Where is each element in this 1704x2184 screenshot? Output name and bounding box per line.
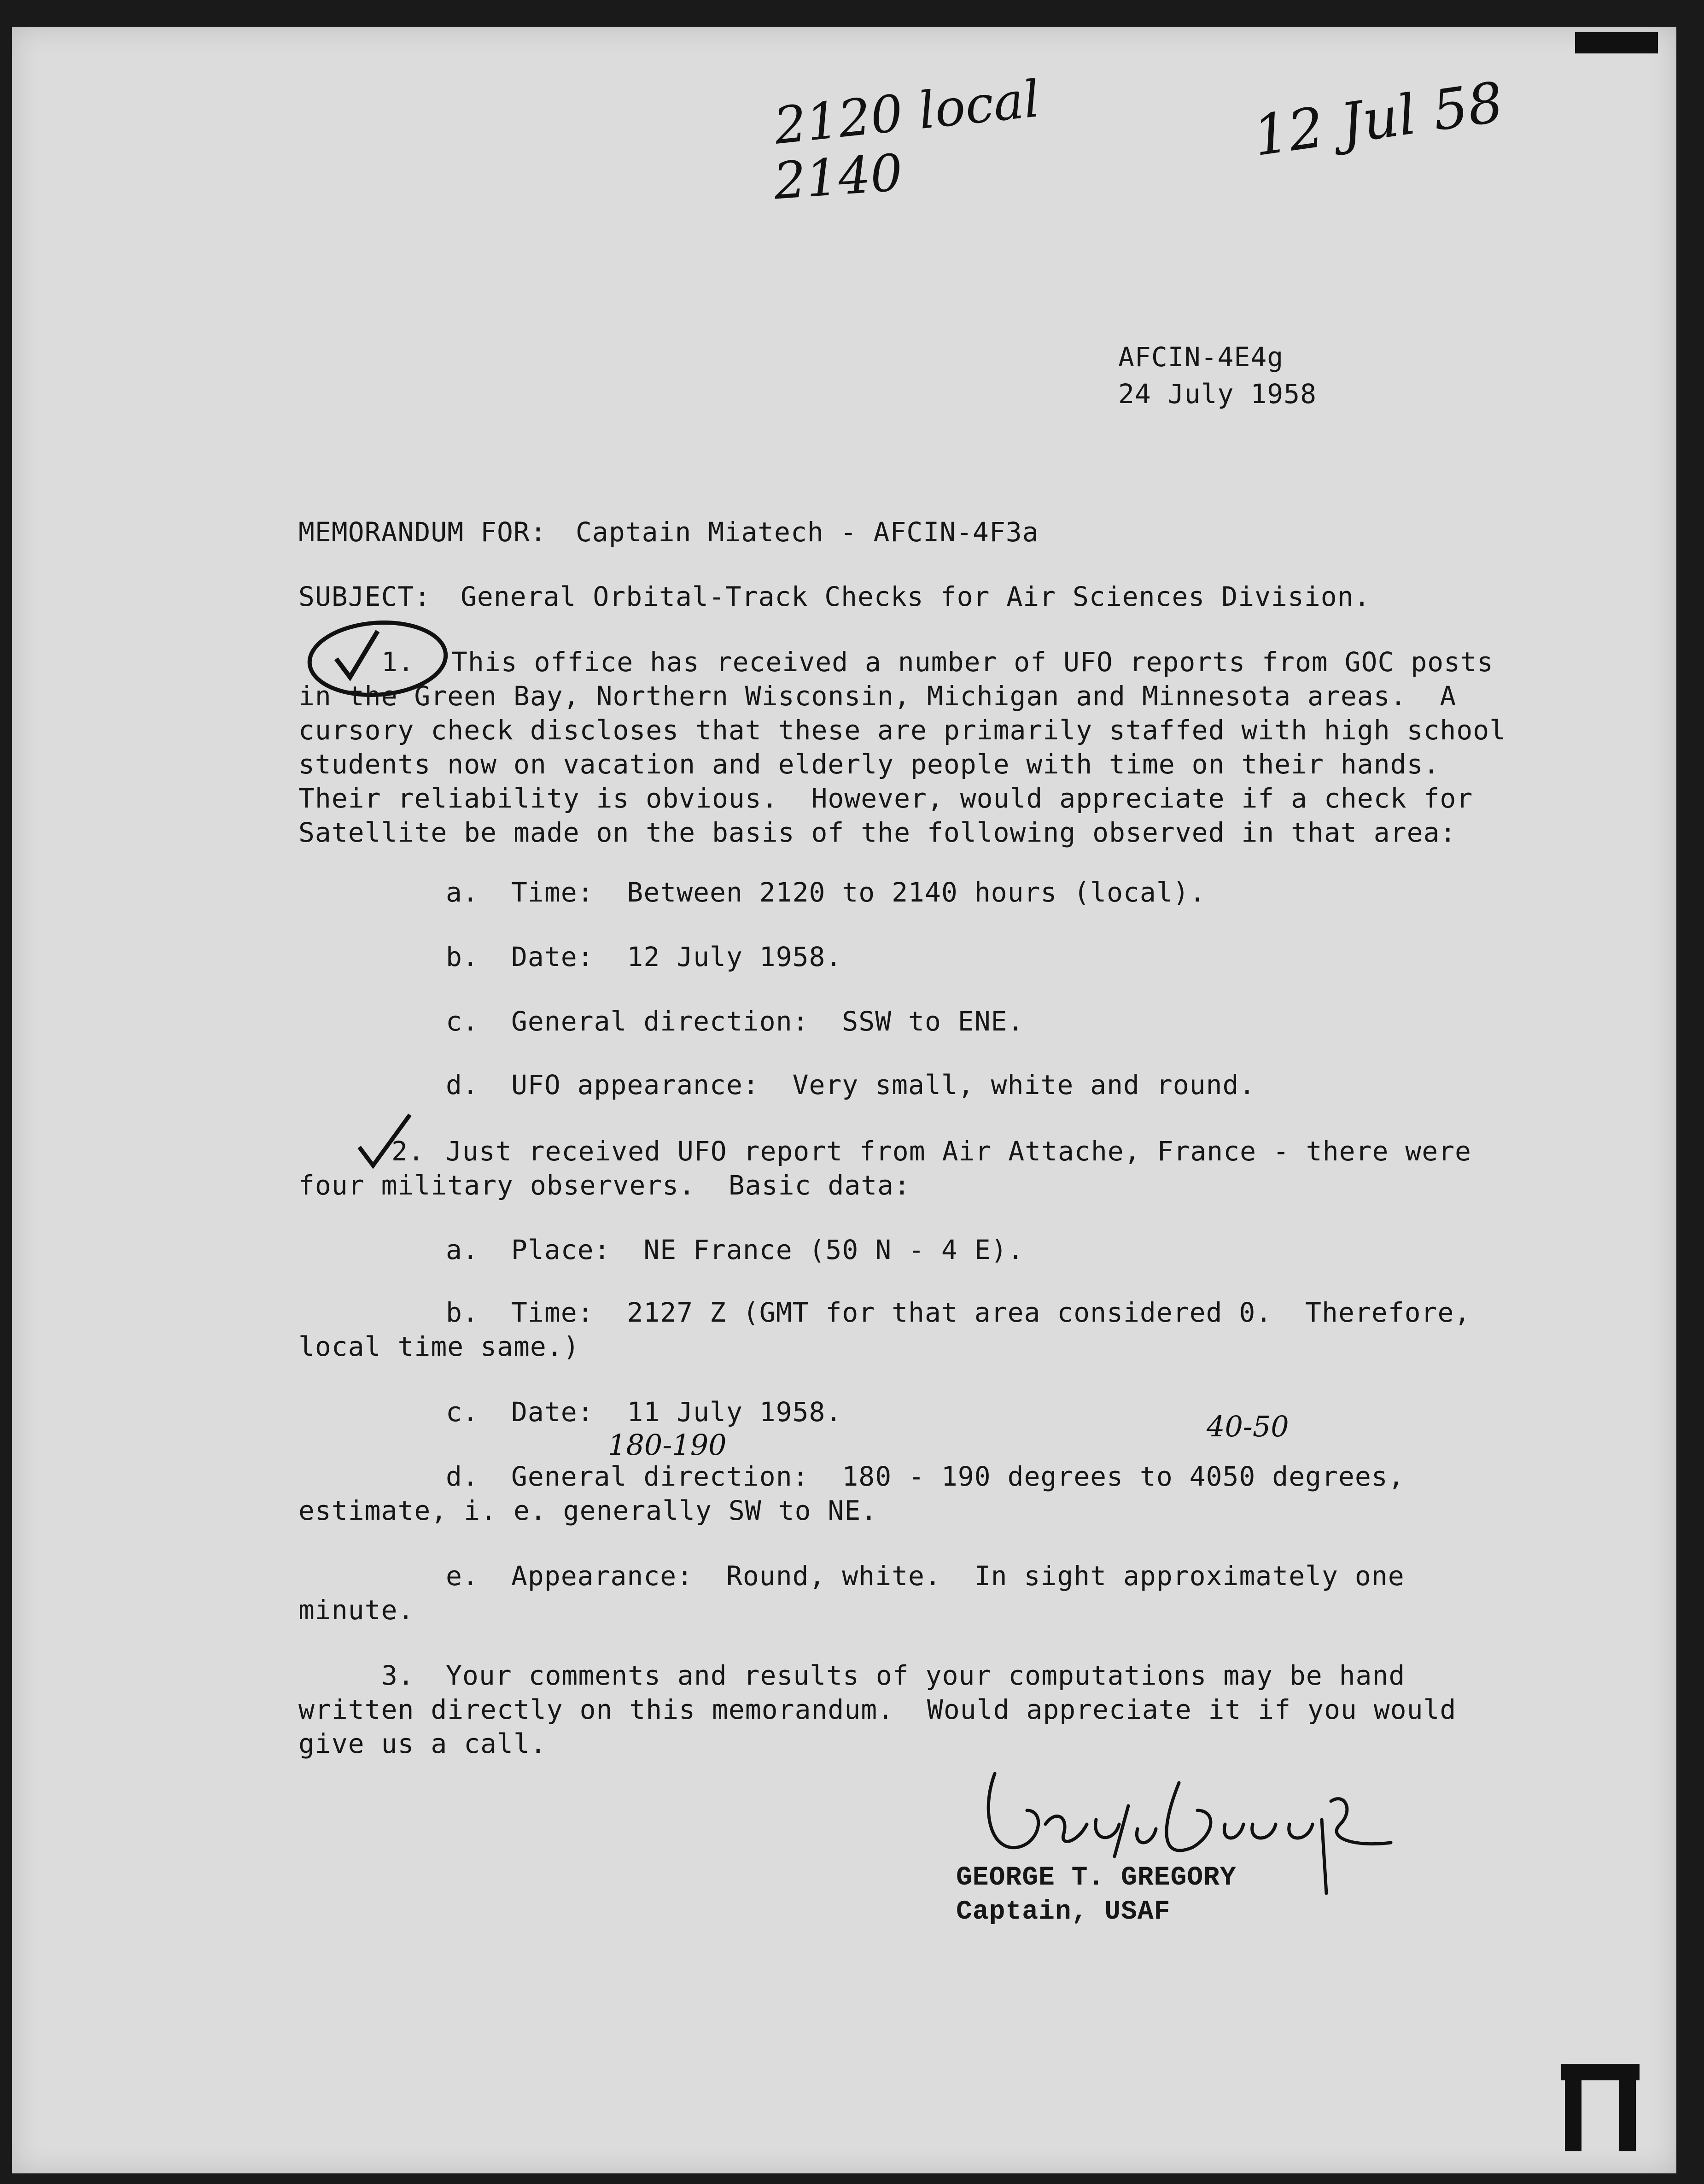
para3-line-2: written directly on this memorandum. Would appreciate it if you would [298, 1694, 1457, 1725]
para1-item-c-letter: c. [446, 1006, 479, 1037]
para1-line-4: students now on vacation and elderly people with time on their hands. [298, 749, 1440, 780]
para1-item-b-text: Date: 12 July 1958. [511, 941, 842, 972]
film-edge-mark [1575, 32, 1658, 53]
para1-number: 1. [381, 646, 414, 678]
para1-line-2: in the Green Bay, Northern Wisconsin, Michigan and Minnesota areas. A [298, 680, 1457, 712]
para1-line-6: Satellite be made on the basis of the following observed in that area: [298, 817, 1457, 848]
handwritten-time-note-2: 2140 [771, 143, 905, 211]
para1-item-b-letter: b. [446, 941, 479, 972]
subject-label: SUBJECT: [298, 581, 431, 612]
signer-name: GEORGE T. GREGORY [956, 1863, 1237, 1893]
para1-line-5: Their reliability is obvious. However, would appreciate if a check for [298, 783, 1473, 814]
para2-item-e-text: Appearance: Round, white. In sight approximately one [511, 1560, 1405, 1592]
para1-item-c-text: General direction: SSW to ENE. [511, 1006, 1024, 1037]
handwritten-time-note-1: 2120 local [771, 69, 1043, 156]
handwritten-direction-note-2: 40-50 [1207, 1410, 1289, 1443]
para3-line-3: give us a call. [298, 1728, 547, 1759]
para2-item-e-cont: minute. [298, 1594, 414, 1626]
para2-item-d-text: General direction: 180 - 190 degrees to 4050 degrees, [511, 1461, 1405, 1492]
memo-date: 24 July 1958 [1118, 378, 1317, 410]
clip-mark [1561, 2064, 1640, 2151]
para3-number: 3. [381, 1660, 414, 1691]
para1-item-d-letter: d. [446, 1069, 479, 1101]
para2-item-b-text: Time: 2127 Z (GMT for that area considered 0. Therefore, [511, 1297, 1471, 1328]
para3-line-1: Your comments and results of your computations may be hand [446, 1660, 1406, 1691]
para2-line-2: four military observers. Basic data: [298, 1170, 911, 1201]
para2-item-a-text: Place: NE France (50 N - 4 E). [511, 1234, 1024, 1265]
para2-item-a-letter: a. [446, 1234, 479, 1265]
para2-line-1: Just received UFO report from Air Attache, France - there were [446, 1136, 1471, 1167]
para2-item-c-letter: c. [446, 1396, 479, 1428]
memo-for-value: Captain Miatech - AFCIN-4F3a [576, 516, 1039, 548]
handwritten-date-note: 12 Jul 58 [1249, 70, 1507, 169]
para2-item-d-cont: estimate, i. e. generally SW to NE. [298, 1495, 878, 1526]
subject-value: General Orbital-Track Checks for Air Sciences Division. [461, 581, 1371, 612]
para2-item-d-letter: d. [446, 1461, 479, 1492]
para1-item-d-text: UFO appearance: Very small, white and round. [511, 1069, 1256, 1101]
para2-number: 2. [391, 1136, 425, 1167]
para2-item-b-letter: b. [446, 1297, 479, 1328]
para1-line-1: This office has received a number of UFO reports from GOC posts [451, 646, 1494, 678]
para1-item-a-text: Time: Between 2120 to 2140 hours (local). [511, 877, 1206, 908]
para2-item-e-letter: e. [446, 1560, 479, 1592]
signer-title: Captain, USAF [956, 1897, 1171, 1927]
memo-for-label: MEMORANDUM FOR: [298, 516, 547, 548]
para2-item-b-cont: local time same.) [298, 1331, 580, 1362]
handwritten-direction-note-1: 180-190 [608, 1428, 727, 1462]
para2-item-c-text: Date: 11 July 1958. [511, 1396, 842, 1428]
office-symbol: AFCIN-4E4g [1118, 341, 1284, 373]
para1-item-a-letter: a. [446, 877, 479, 908]
para1-line-3: cursory check discloses that these are primarily staffed with high school [298, 714, 1506, 746]
